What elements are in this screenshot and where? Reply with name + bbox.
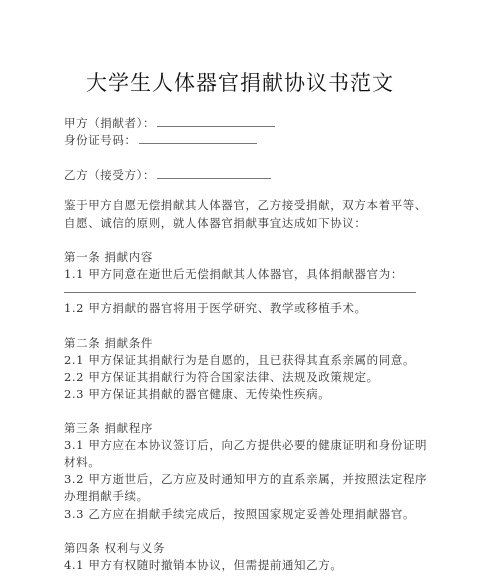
id-number-label: 身份证号码： xyxy=(64,133,137,147)
article-3-heading: 第三条 捐献程序 xyxy=(64,421,153,435)
article-4-item-1: 4.1 甲方有权随时撤销本协议，但需提前通知乙方。 xyxy=(64,558,343,572)
party-b-label: 乙方（接受方）： xyxy=(64,168,156,182)
article-2-item-2: 2.2 甲方保证其捐献行为符合国家法律、法规及政策规定。 xyxy=(64,370,379,384)
article-3-item-2: 3.2 甲方逝世后，乙方应及时通知甲方的直系亲属，并按照法定程序 xyxy=(64,472,428,486)
id-number-line xyxy=(64,131,257,147)
document-title: 大学生人体器官捐献协议书范文 xyxy=(86,71,394,95)
article-3-item-2-cont: 办理捐献手续。 xyxy=(64,489,149,503)
party-b-blank xyxy=(157,166,271,179)
article-3-item-3: 3.3 乙方应在捐献手续完成后，按照国家规定妥善处理捐献器官。 xyxy=(64,507,416,521)
article-4-heading: 第四条 权利与义务 xyxy=(64,541,166,555)
article-3-item-1: 3.1 甲方应在本协议签订后，向乙方提供必要的健康证明和身份证明 xyxy=(64,438,428,452)
party-a-line xyxy=(64,114,275,130)
article-3-item-1-cont: 材料。 xyxy=(64,455,101,469)
article-1-item-1: 1.1 甲方同意在逝世后无偿捐献其人体器官，具体捐献器官为： xyxy=(64,267,403,281)
party-a-label: 甲方（捐献者）： xyxy=(64,116,156,130)
intro-line-2: 自愿、诚信的原则，就人体器官捐献事宜达成如下协议： xyxy=(64,216,367,230)
article-2-item-3: 2.3 甲方保证其捐献的器官健康、无传染性疾病。 xyxy=(64,387,331,401)
article-1-heading: 第一条 捐献内容 xyxy=(64,250,153,264)
article-2-heading: 第二条 捐献条件 xyxy=(64,336,153,350)
party-a-blank xyxy=(157,114,275,127)
article-1-fill-blank xyxy=(64,292,416,293)
id-number-blank xyxy=(139,131,257,144)
intro-line-1: 鉴于甲方自愿无偿捐献其人体器官，乙方接受捐献，双方本着平等、 xyxy=(64,198,427,212)
article-2-item-1: 2.1 甲方保证其捐献行为是自愿的，且已获得其直系亲属的同意。 xyxy=(64,353,416,367)
party-b-line xyxy=(64,166,271,182)
article-1-item-2: 1.2 甲方捐献的器官将用于医学研究、教学或移植手术。 xyxy=(64,301,367,315)
